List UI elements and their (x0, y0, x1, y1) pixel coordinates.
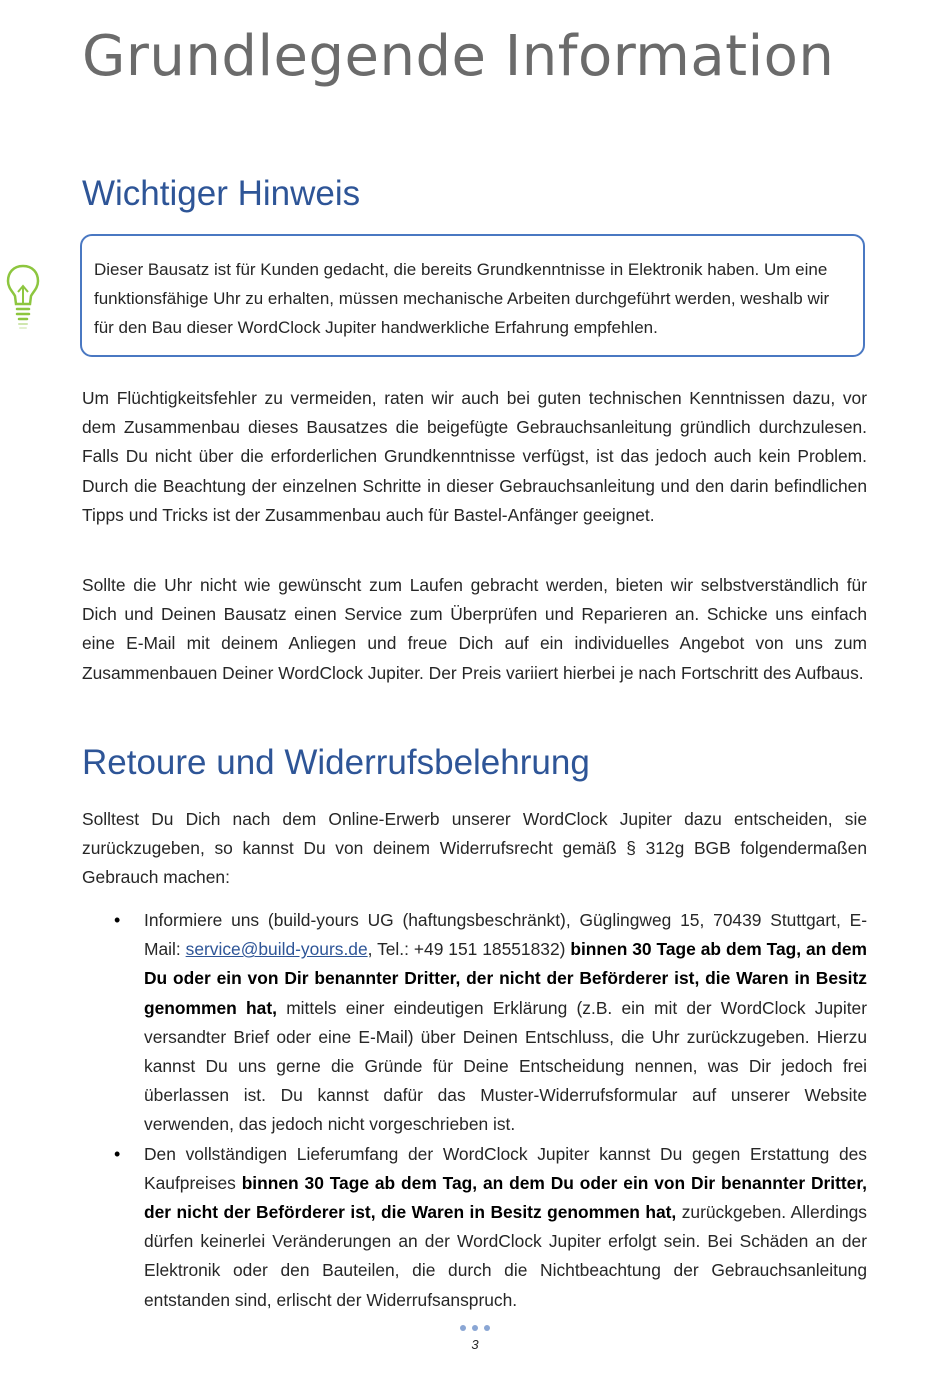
email-link[interactable]: service@build-yours.de (185, 939, 368, 960)
section-heading-wichtiger-hinweis: Wichtiger Hinweis (82, 174, 361, 213)
bullet-text: zurückgeben. Allerdings dürfen keinerlei Veränderungen an der WordClock Jupiter erfolgt sein. Bei Schäden an der Elektronik oder den Bauteilen, die durch die Nichtbeachtung der Gebrauchsanleitung entstanden sind, erlischt der Widerrufsanspruch. (144, 1202, 867, 1310)
lightbulb-icon (5, 262, 41, 334)
list-item (82, 906, 867, 1140)
bullet-text: , Tel.: +49 151 18551832) (367, 939, 571, 960)
footer-dot (472, 1325, 478, 1331)
page-title: Grundlegende Information (82, 24, 835, 89)
paragraph-instructions: Um Flüchtigkeitsfehler zu vermeiden, raten wir auch bei guten technischen Kenntnissen dazu, vor dem Zusammenbau dieses Bausatzes die beigefügte Gebrauchsanleitung gründlich durchzulesen. Falls Du nicht über die erforderlichen Grundkenntnisse verfügst, ist das jedoch auch kein Problem. Durch die Beachtung der einzelnen Schritte in dieser Gebrauchsanleitung und den darin befindlichen Tipps und Tricks ist der Zusammenbau auch für Bastel-Anfänger geeignet. (82, 388, 867, 525)
bullet-text: Informiere uns (build-yours UG (haftungsbeschränkt), Güglingweg 15, 70439 Stuttgart, E-Mail: (144, 910, 867, 960)
page-footer (0, 1318, 950, 1352)
bullet-icon: • (114, 910, 121, 930)
section-heading-retoure: Retoure und Widerrufsbelehrung (82, 743, 590, 782)
footer-dots-ornament (460, 1325, 490, 1331)
retoure-bullet-list (82, 906, 867, 1315)
important-note-box (80, 234, 865, 357)
paragraph-service: Sollte die Uhr nicht wie gewünscht zum Laufen gebracht werden, bieten wir selbstverständlich für Dich und Deinen Bausatz einen Service zum Überprüfen und Reparieren an. Schicke uns einfach eine E-Mail mit deinem Anliegen und freue Dich auf ein individuelles Angebot von uns zum Zusammenbauen Deiner WordClock Jupiter. Der Preis variiert hierbei je nach Fortschritt des Aufbaus. (82, 575, 867, 683)
bullet-bold-text: binnen 30 Tage ab dem Tag, an dem Du oder ein von Dir benannter Dritter, der nicht der Beförderer ist, die Waren in Besitz genommen hat, (144, 1172, 867, 1223)
footer-dot (484, 1325, 490, 1331)
paragraph-retoure-intro: Solltest Du Dich nach dem Online-Erwerb unserer WordClock Jupiter dazu entscheiden, sie zurückzugeben, so kannst Du von deinem Widerrufsrecht gemäß § 312g BGB folgendermaßen Gebrauch machen: (82, 809, 867, 888)
bullet-text: Den vollständigen Lieferumfang der WordClock Jupiter kannst Du gegen Erstattung des Kaufpreises (144, 1143, 867, 1193)
footer-dot (460, 1325, 466, 1331)
important-note-text: Dieser Bausatz ist für Kunden gedacht, die bereits Grundkenntnisse in Elektronik haben. Um eine funktionsfähige Uhr zu erhalten, müssen mechanische Arbeiten durchgeführt werden, weshalb wir für den Bau dieser WordClock Jupiter handwerkliche Erfahrung empfehlen. (94, 260, 830, 337)
list-item (82, 1140, 867, 1315)
bullet-text: mittels einer eindeutigen Erklärung (z.B. ein mit der WordClock Jupiter versandter Brief oder eine E-Mail) über Deinen Entschluss, die Uhr zurückzugeben. Hierzu kannst Du uns gerne die Gründe für Deine Entscheidung nennen, was Dir jedoch frei überlassen ist. Du kannst dafür das Muster-Widerrufsformular auf unserer Website verwenden, das jedoch nicht vorgeschrieben ist. (144, 997, 867, 1135)
page-number: 3 (471, 1337, 479, 1352)
bullet-bold-text: binnen 30 Tage ab dem Tag, an dem Du oder ein von Dir benannter Dritter, der nicht der Beförderer ist, die Waren in Besitz genommen hat, (144, 939, 867, 1018)
bullet-icon: • (114, 1143, 121, 1164)
